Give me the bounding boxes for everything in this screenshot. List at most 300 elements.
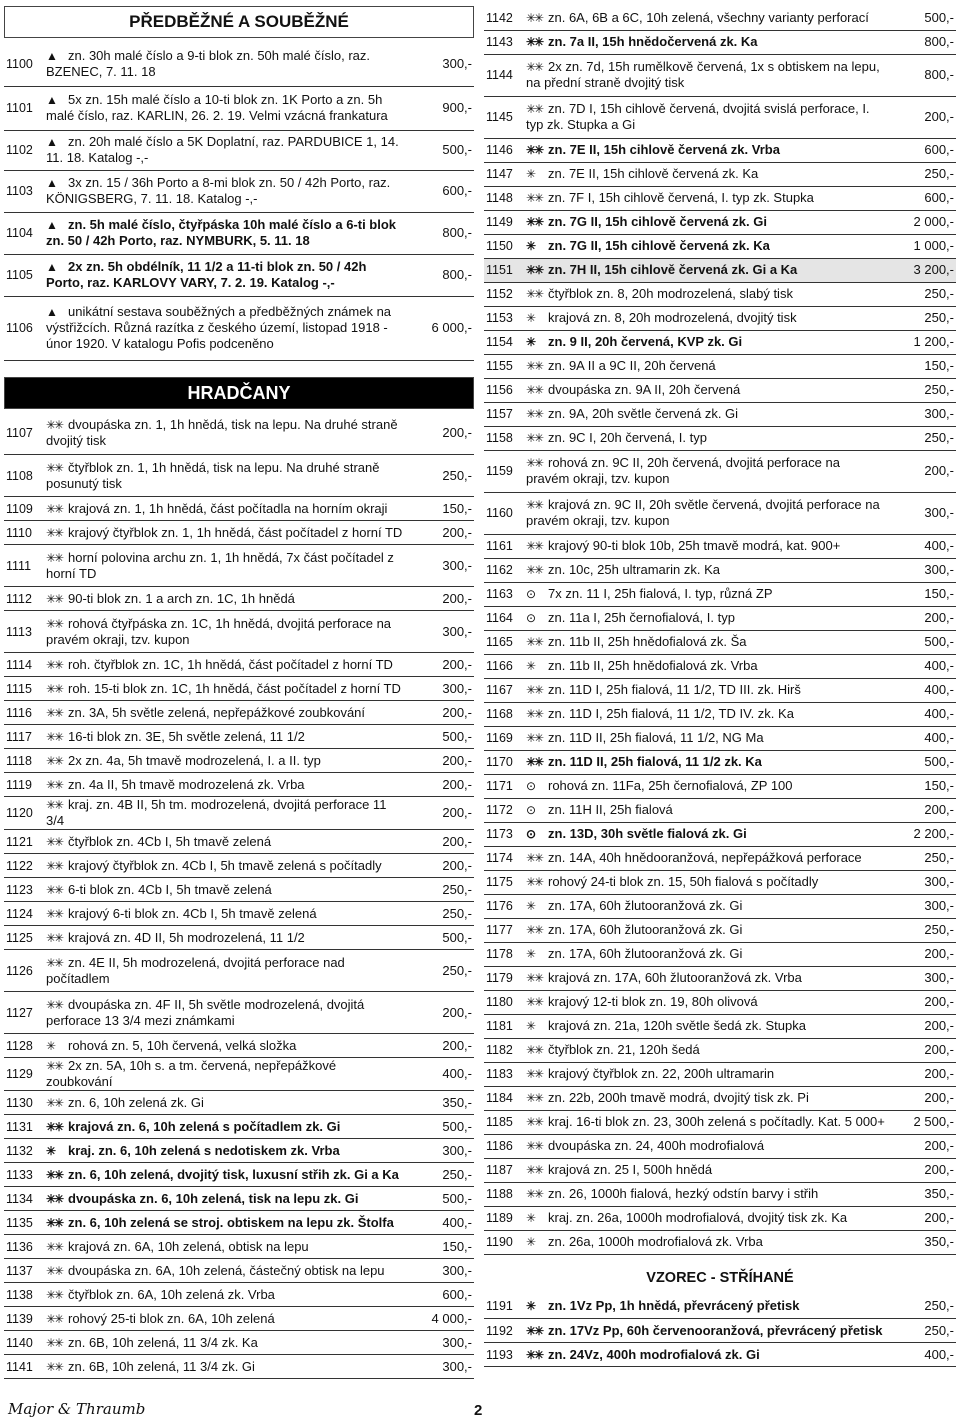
lot-price: 3 200,- bbox=[890, 258, 956, 282]
condition-symbol-icon: ✳✳ bbox=[46, 858, 63, 873]
lot-number: 1145 bbox=[484, 96, 520, 138]
lot-number: 1179 bbox=[484, 966, 520, 990]
lot-text: zn. 26, 1000h fialová, hezký odstín barvy i střih bbox=[548, 1186, 819, 1201]
condition-symbol-icon: ✳✳ bbox=[46, 753, 63, 768]
lot-number: 1135 bbox=[4, 1211, 40, 1235]
lot-price: 2 500,- bbox=[890, 1110, 956, 1134]
lot-price: 200,- bbox=[408, 854, 474, 878]
lot-description bbox=[40, 926, 408, 950]
lot-row bbox=[484, 870, 956, 894]
lot-price: 200,- bbox=[408, 830, 474, 854]
lot-number: 1126 bbox=[4, 950, 40, 992]
lot-row bbox=[484, 54, 956, 96]
lot-row bbox=[4, 170, 474, 212]
condition-symbol-icon: ✳✳ bbox=[46, 1095, 63, 1110]
lot-row bbox=[484, 96, 956, 138]
lot-text: zn. 17A, 60h žlutooranžová zk. Gi bbox=[548, 946, 743, 961]
lot-row bbox=[4, 1235, 474, 1259]
section-heading: VZOREC - STŘÍHANÉ bbox=[484, 1265, 956, 1291]
lot-price: 250,- bbox=[408, 1163, 474, 1187]
lot-description bbox=[520, 1038, 890, 1062]
lot-price: 250,- bbox=[890, 918, 956, 942]
lot-description bbox=[520, 186, 890, 210]
condition-symbol-icon: ✳✳ bbox=[526, 731, 543, 745]
lot-description bbox=[40, 1211, 408, 1235]
lot-row bbox=[4, 1211, 474, 1235]
lot-number: 1181 bbox=[484, 1014, 520, 1038]
lot-number: 1147 bbox=[484, 162, 520, 186]
lot-number: 1156 bbox=[484, 378, 520, 402]
lot-number: 1102 bbox=[4, 130, 40, 170]
lot-number: 1149 bbox=[484, 210, 520, 234]
condition-symbol-icon: ✳✳ bbox=[46, 501, 63, 516]
lot-text: krajový čtyřblok zn. 4Cb I, 5h tmavě zelená s počítadly bbox=[68, 857, 382, 873]
lot-description bbox=[520, 1206, 890, 1230]
condition-symbol-icon: ✳ bbox=[526, 1299, 535, 1314]
lot-text: zn. 9A II a 9C II, 20h červená bbox=[548, 358, 716, 373]
lot-row bbox=[484, 1230, 956, 1254]
condition-symbol-icon: ✳✳ bbox=[46, 460, 63, 475]
lot-description bbox=[520, 750, 890, 774]
lot-text: zn. 11D II, 25h fialová, 11 1/2, NG Ma bbox=[548, 730, 764, 745]
lot-text: 5x zn. 15h malé číslo a 10-ti blok zn. 1K Porto a zn. 5h malé číslo, raz. KARLIN, 26. 2. 19. Velmi vzácná frankatura bbox=[46, 92, 388, 123]
lot-number: 1100 bbox=[4, 42, 40, 86]
condition-symbol-icon: ▲ bbox=[46, 135, 56, 149]
lot-price: 200,- bbox=[408, 587, 474, 611]
condition-symbol-icon: ✳ bbox=[526, 311, 535, 325]
condition-symbol-icon: ✳✳ bbox=[46, 657, 63, 672]
lot-row bbox=[4, 854, 474, 878]
lot-row bbox=[4, 521, 474, 545]
condition-symbol-icon: ⊙ bbox=[526, 779, 535, 793]
lot-price: 200,- bbox=[408, 749, 474, 773]
lot-number: 1127 bbox=[4, 992, 40, 1034]
lot-row bbox=[4, 1091, 474, 1115]
lot-number: 1141 bbox=[4, 1355, 40, 1379]
lot-text: zn. 7a II, 15h hnědočervená zk. Ka bbox=[548, 34, 758, 49]
lot-description bbox=[520, 450, 890, 492]
lot-price: 500,- bbox=[408, 1115, 474, 1139]
lot-text: krajová zn. 9C II, 20h světle červená, dvojitá perforace na pravém okraji, tzv. kupon bbox=[526, 497, 880, 528]
lot-number: 1120 bbox=[4, 797, 40, 830]
lot-text: krajový 90-ti blok 10b, 25h tmavě modrá, kat. 900+ bbox=[548, 538, 841, 553]
condition-symbol-icon: ✳✳ bbox=[526, 875, 543, 889]
lot-row bbox=[4, 1163, 474, 1187]
lot-row bbox=[484, 330, 956, 354]
lot-row bbox=[484, 942, 956, 966]
condition-symbol-icon: ✳✳ bbox=[526, 971, 543, 985]
lot-description bbox=[520, 426, 890, 450]
lot-number: 1118 bbox=[4, 749, 40, 773]
lot-row bbox=[4, 86, 474, 130]
lot-number: 1183 bbox=[484, 1062, 520, 1086]
lot-description bbox=[40, 1058, 408, 1091]
lot-row bbox=[484, 1110, 956, 1134]
lot-number: 1108 bbox=[4, 455, 40, 497]
lot-row bbox=[4, 878, 474, 902]
condition-symbol-icon: ✳✳ bbox=[46, 930, 63, 945]
condition-symbol-icon: ✳✳ bbox=[526, 498, 543, 512]
lot-description bbox=[40, 797, 408, 830]
lot-price: 250,- bbox=[890, 162, 956, 186]
condition-symbol-icon: ✳✳ bbox=[46, 777, 63, 792]
lot-description bbox=[40, 521, 408, 545]
lot-number: 1122 bbox=[4, 854, 40, 878]
lot-description bbox=[520, 606, 890, 630]
lot-row bbox=[4, 902, 474, 926]
lot-row bbox=[4, 701, 474, 725]
lot-number: 1191 bbox=[484, 1295, 520, 1319]
lot-text: unikátní sestava souběžných a předběžných známek na výstřižcích. Různá razítka z českého území, listopad 1918 - únor 1920. V katalogu Pofis podceněno bbox=[46, 304, 392, 351]
lot-row bbox=[484, 846, 956, 870]
lot-price: 300,- bbox=[408, 611, 474, 653]
lot-number: 1124 bbox=[4, 902, 40, 926]
lot-row bbox=[4, 1259, 474, 1283]
condition-symbol-icon: ✳ bbox=[526, 335, 535, 349]
lot-description bbox=[520, 1319, 890, 1343]
lot-price: 400,- bbox=[408, 1058, 474, 1091]
left-column bbox=[4, 6, 474, 1379]
lot-text: zn. 6, 10h zelená, dvojitý tisk, luxusní střih zk. Gi a Ka bbox=[68, 1166, 399, 1182]
lot-row bbox=[484, 1295, 956, 1319]
lot-description bbox=[520, 354, 890, 378]
lot-text: zn. 20h malé číslo a 5K Doplatní, raz. PARDUBICE 1, 14. 11. 18. Katalog -,- bbox=[46, 134, 399, 165]
condition-symbol-icon: ✳ bbox=[526, 659, 535, 673]
lot-number: 1182 bbox=[484, 1038, 520, 1062]
lot-price: 250,- bbox=[890, 846, 956, 870]
condition-symbol-icon: ✳✳ bbox=[526, 1347, 543, 1362]
lot-description bbox=[40, 413, 408, 455]
condition-symbol-icon: ✳✳ bbox=[526, 10, 543, 25]
lot-description bbox=[520, 870, 890, 894]
condition-symbol-icon: ✳✳ bbox=[46, 550, 63, 565]
lot-row bbox=[484, 918, 956, 942]
lot-description bbox=[520, 846, 890, 870]
lot-row bbox=[484, 282, 956, 306]
lot-description bbox=[40, 1283, 408, 1307]
lot-number: 1131 bbox=[4, 1115, 40, 1139]
lot-price: 200,- bbox=[408, 413, 474, 455]
lot-row bbox=[4, 1187, 474, 1211]
lot-text: krajový 6-ti blok zn. 4Cb I, 5h tmavě zelená bbox=[68, 905, 317, 921]
lot-price: 300,- bbox=[890, 492, 956, 534]
lot-description bbox=[40, 653, 408, 677]
lot-text: zn. 13D, 30h světle fialová zk. Gi bbox=[548, 826, 747, 841]
lot-text: dvoupáska zn. 9A II, 20h červená bbox=[548, 382, 741, 397]
section-gap bbox=[484, 1255, 956, 1265]
lot-price: 200,- bbox=[890, 1158, 956, 1182]
lot-number: 1129 bbox=[4, 1058, 40, 1091]
lot-description bbox=[520, 306, 890, 330]
lot-number: 1157 bbox=[484, 402, 520, 426]
lot-row bbox=[484, 1014, 956, 1038]
lot-text: zn. 1Vz Pp, 1h hnědá, převrácený přetisk bbox=[548, 1298, 800, 1314]
lot-price: 200,- bbox=[890, 1038, 956, 1062]
condition-symbol-icon: ✳✳ bbox=[526, 359, 543, 373]
condition-symbol-icon: ✳✳ bbox=[526, 407, 543, 421]
lot-price: 2 200,- bbox=[890, 822, 956, 846]
condition-symbol-icon: ▲ bbox=[46, 260, 56, 274]
lot-number: 1188 bbox=[484, 1182, 520, 1206]
lot-number: 1139 bbox=[4, 1307, 40, 1331]
lot-number: 1163 bbox=[484, 582, 520, 606]
lot-text: zn. 11b II, 25h hnědofialová zk. Vrba bbox=[548, 658, 758, 673]
lot-number: 1173 bbox=[484, 822, 520, 846]
lot-description bbox=[520, 1110, 890, 1134]
lot-text: zn. 11H II, 25h fialová bbox=[548, 802, 673, 817]
condition-symbol-icon: ✳✳ bbox=[526, 456, 543, 470]
condition-symbol-icon: ✳ bbox=[526, 947, 535, 961]
condition-symbol-icon: ✳✳ bbox=[526, 851, 543, 865]
lot-price: 200,- bbox=[890, 1206, 956, 1230]
lot-number: 1117 bbox=[4, 725, 40, 749]
lot-price: 600,- bbox=[890, 138, 956, 162]
lot-number: 1115 bbox=[4, 677, 40, 701]
lot-row bbox=[484, 1062, 956, 1086]
condition-symbol-icon: ✳✳ bbox=[46, 525, 63, 540]
lot-text: zn. 6, 10h zelená se stroj. obtiskem na lepu zk. Štolfa bbox=[68, 1214, 394, 1230]
condition-symbol-icon: ✳✳ bbox=[46, 1359, 63, 1374]
lot-number: 1160 bbox=[484, 492, 520, 534]
lot-number: 1171 bbox=[484, 774, 520, 798]
lot-price: 300,- bbox=[890, 894, 956, 918]
lot-number: 1132 bbox=[4, 1139, 40, 1163]
lot-text: roh. čtyřblok zn. 1C, 1h hnědá, část počítadel z horní TD bbox=[68, 656, 393, 672]
lot-text: čtyřblok zn. 21, 120h šedá bbox=[548, 1042, 700, 1057]
lot-row bbox=[4, 587, 474, 611]
lot-description bbox=[40, 1091, 408, 1115]
condition-symbol-icon: ✳✳ bbox=[526, 60, 543, 74]
lot-description bbox=[520, 30, 890, 54]
lot-number: 1121 bbox=[4, 830, 40, 854]
lot-text: kraj. zn. 4B II, 5h tm. modrozelená, dvojitá perforace 11 3/4 bbox=[46, 797, 387, 828]
lot-text: zn. 7G II, 15h cihlově červená zk. Ka bbox=[548, 238, 770, 253]
lot-row bbox=[4, 725, 474, 749]
condition-symbol-icon: ✳✳ bbox=[46, 681, 63, 696]
lot-number: 1111 bbox=[4, 545, 40, 587]
condition-symbol-icon: ✳ bbox=[526, 1211, 535, 1225]
condition-symbol-icon: ✳✳ bbox=[46, 1287, 63, 1302]
lot-price: 300,- bbox=[890, 558, 956, 582]
lot-description bbox=[40, 1115, 408, 1139]
lot-description bbox=[40, 992, 408, 1034]
lot-price: 150,- bbox=[890, 354, 956, 378]
lot-description bbox=[520, 1343, 890, 1367]
lot-row bbox=[484, 1158, 956, 1182]
lot-number: 1106 bbox=[4, 296, 40, 360]
lot-text: 6-ti blok zn. 4Cb I, 5h tmavě zelená bbox=[68, 881, 272, 897]
lot-text: rohová zn. 11Fa, 25h černofialová, ZP 100 bbox=[548, 778, 793, 793]
lot-text: krajová zn. 6, 10h zelená s počítadlem zk. Gi bbox=[68, 1118, 341, 1134]
lot-table bbox=[484, 6, 956, 1255]
lot-description bbox=[40, 130, 408, 170]
lot-row bbox=[4, 1058, 474, 1091]
condition-symbol-icon: ✳ bbox=[526, 239, 535, 253]
lot-number: 1189 bbox=[484, 1206, 520, 1230]
lot-price: 200,- bbox=[408, 773, 474, 797]
condition-symbol-icon: ✳✳ bbox=[46, 1191, 63, 1206]
condition-symbol-icon: ✳✳ bbox=[526, 707, 543, 721]
lot-row bbox=[484, 210, 956, 234]
lot-price: 200,- bbox=[408, 521, 474, 545]
lot-description bbox=[40, 701, 408, 725]
lot-number: 1159 bbox=[484, 450, 520, 492]
lot-row bbox=[4, 296, 474, 360]
lot-row bbox=[4, 1034, 474, 1058]
lot-row bbox=[484, 558, 956, 582]
lot-price: 200,- bbox=[890, 450, 956, 492]
lot-row bbox=[484, 234, 956, 258]
lot-price: 2 000,- bbox=[890, 210, 956, 234]
lot-description bbox=[520, 798, 890, 822]
lot-number: 1185 bbox=[484, 1110, 520, 1134]
lot-price: 400,- bbox=[408, 1211, 474, 1235]
lot-price: 250,- bbox=[408, 455, 474, 497]
lot-text: zn. 9A, 20h světle červená zk. Gi bbox=[548, 406, 739, 421]
lot-number: 1187 bbox=[484, 1158, 520, 1182]
lot-text: zn. 26a, 1000h modrofialová zk. Vrba bbox=[548, 1234, 763, 1249]
condition-symbol-icon: ✳✳ bbox=[526, 263, 543, 277]
lot-text: rohová zn. 9C II, 20h červená, dvojitá perforace na pravém okraji, tzv. kupon bbox=[526, 455, 840, 486]
lot-price: 300,- bbox=[408, 545, 474, 587]
lot-description bbox=[520, 1062, 890, 1086]
lot-price: 150,- bbox=[408, 1235, 474, 1259]
condition-symbol-icon: ✳✳ bbox=[46, 1335, 63, 1350]
lot-description bbox=[40, 611, 408, 653]
lot-number: 1190 bbox=[484, 1230, 520, 1254]
lot-text: krajový 12-ti blok zn. 19, 80h olivová bbox=[548, 994, 758, 1009]
lot-price: 1 200,- bbox=[890, 330, 956, 354]
lot-text: zn. 7F I, 15h cihlově červená, I. typ zk. Stupka bbox=[548, 190, 814, 205]
lot-number: 1177 bbox=[484, 918, 520, 942]
lot-number: 1146 bbox=[484, 138, 520, 162]
condition-symbol-icon: ✳✳ bbox=[46, 1215, 63, 1230]
lot-text: kraj. zn. 6, 10h zelená s nedotiskem zk. Vrba bbox=[68, 1142, 340, 1158]
lot-number: 1178 bbox=[484, 942, 520, 966]
lot-description bbox=[520, 822, 890, 846]
lot-number: 1107 bbox=[4, 413, 40, 455]
lot-price: 150,- bbox=[890, 582, 956, 606]
lot-description bbox=[40, 1235, 408, 1259]
lot-price: 250,- bbox=[890, 378, 956, 402]
lot-description bbox=[520, 918, 890, 942]
lot-text: zn. 7G II, 15h cihlově červená zk. Gi bbox=[548, 214, 767, 229]
lot-price: 250,- bbox=[890, 1295, 956, 1319]
condition-symbol-icon: ✳✳ bbox=[526, 1139, 543, 1153]
lot-number: 1155 bbox=[484, 354, 520, 378]
lot-text: rohová zn. 5, 10h červená, velká složka bbox=[68, 1037, 297, 1053]
lot-price: 800,- bbox=[408, 254, 474, 296]
condition-symbol-icon: ✳ bbox=[46, 1038, 55, 1053]
lot-text: zn. 17A, 60h žlutooranžová zk. Gi bbox=[548, 922, 743, 937]
lot-row bbox=[4, 1139, 474, 1163]
lot-number: 1143 bbox=[484, 30, 520, 54]
lot-price: 500,- bbox=[890, 630, 956, 654]
lot-text: zn. 11D I, 25h fialová, 11 1/2, TD IV. zk. Ka bbox=[548, 706, 794, 721]
condition-symbol-icon: ✳✳ bbox=[526, 191, 543, 205]
lot-text: horní polovina archu zn. 1, 1h hnědá, 7x část počítadel z horní TD bbox=[46, 549, 394, 581]
condition-symbol-icon: ✳✳ bbox=[46, 616, 63, 631]
lot-row bbox=[484, 702, 956, 726]
lot-description bbox=[520, 282, 890, 306]
condition-symbol-icon: ⊙ bbox=[526, 587, 535, 601]
lot-text: 16-ti blok zn. 3E, 5h světle zelená, 11 1/2 bbox=[68, 728, 305, 744]
lot-description bbox=[40, 296, 408, 360]
lot-description bbox=[40, 1034, 408, 1058]
lot-price: 200,- bbox=[408, 701, 474, 725]
condition-symbol-icon: ✳✳ bbox=[46, 955, 63, 970]
lot-row bbox=[484, 138, 956, 162]
lot-text: zn. 22b, 200h tmavě modrá, dvojitý tisk zk. Pi bbox=[548, 1090, 809, 1105]
lot-price: 1 000,- bbox=[890, 234, 956, 258]
lot-text: krajový čtyřblok zn. 1, 1h hnědá, část počítadel z horní TD bbox=[68, 524, 403, 540]
lot-text: dvoupáska zn. 1, 1h hnědá, tisk na lepu. Na druhé straně dvojitý tisk bbox=[46, 417, 398, 449]
lot-number: 1154 bbox=[484, 330, 520, 354]
lot-row bbox=[4, 212, 474, 254]
lot-number: 1110 bbox=[4, 521, 40, 545]
section-heading: HRADČANY bbox=[4, 377, 474, 409]
condition-symbol-icon: ✳ bbox=[526, 1235, 535, 1249]
lot-price: 350,- bbox=[408, 1091, 474, 1115]
lot-price: 300,- bbox=[408, 1355, 474, 1379]
lot-number: 1138 bbox=[4, 1283, 40, 1307]
condition-symbol-icon: ✳✳ bbox=[46, 705, 63, 720]
right-column bbox=[484, 6, 956, 1367]
lot-number: 1109 bbox=[4, 497, 40, 521]
lot-row bbox=[4, 1307, 474, 1331]
lot-row bbox=[4, 413, 474, 455]
lot-price: 300,- bbox=[890, 402, 956, 426]
lot-text: zn. 6B, 10h zelená, 11 3/4 zk. Ka bbox=[68, 1334, 258, 1350]
lot-number: 1172 bbox=[484, 798, 520, 822]
condition-symbol-icon: ✳ bbox=[526, 167, 535, 181]
lot-text: dvoupáska zn. 24, 400h modrofialová bbox=[548, 1138, 765, 1153]
lot-description bbox=[40, 587, 408, 611]
lot-description bbox=[40, 878, 408, 902]
lot-table bbox=[4, 413, 474, 1380]
lot-price: 350,- bbox=[890, 1230, 956, 1254]
lot-row bbox=[484, 1206, 956, 1230]
lot-description bbox=[520, 492, 890, 534]
lot-row bbox=[4, 926, 474, 950]
lot-text: zn. 6A, 6B a 6C, 10h zelená, všechny varianty perforací bbox=[548, 9, 869, 25]
lot-description bbox=[520, 1014, 890, 1038]
lot-row bbox=[484, 726, 956, 750]
lot-text: krajová zn. 4D II, 5h modrozelená, 11 1/2 bbox=[68, 929, 305, 945]
lot-row bbox=[484, 966, 956, 990]
lot-description bbox=[40, 773, 408, 797]
condition-symbol-icon: ✳✳ bbox=[46, 1239, 63, 1254]
lot-price: 500,- bbox=[890, 6, 956, 30]
lot-number: 1166 bbox=[484, 654, 520, 678]
condition-symbol-icon: ✳✳ bbox=[46, 834, 63, 849]
lot-price: 250,- bbox=[408, 878, 474, 902]
condition-symbol-icon: ✳✳ bbox=[526, 683, 543, 697]
condition-symbol-icon: ✳✳ bbox=[526, 143, 543, 157]
lot-description bbox=[40, 455, 408, 497]
lot-text: rohová čtyřpáska zn. 1C, 1h hnědá, dvojitá perforace na pravém okraji, tzv. kupon bbox=[46, 615, 392, 647]
condition-symbol-icon: ✳✳ bbox=[526, 1067, 543, 1081]
lot-description bbox=[40, 677, 408, 701]
lot-text: krajový čtyřblok zn. 22, 200h ultramarin bbox=[548, 1066, 775, 1081]
lot-description bbox=[520, 654, 890, 678]
lot-number: 1170 bbox=[484, 750, 520, 774]
lot-price: 250,- bbox=[408, 950, 474, 992]
condition-symbol-icon: ▲ bbox=[46, 93, 56, 107]
lot-row bbox=[484, 162, 956, 186]
condition-symbol-icon: ▲ bbox=[46, 218, 56, 232]
lot-text: zn. 11b II, 25h hnědofialová zk. Ša bbox=[548, 634, 747, 649]
